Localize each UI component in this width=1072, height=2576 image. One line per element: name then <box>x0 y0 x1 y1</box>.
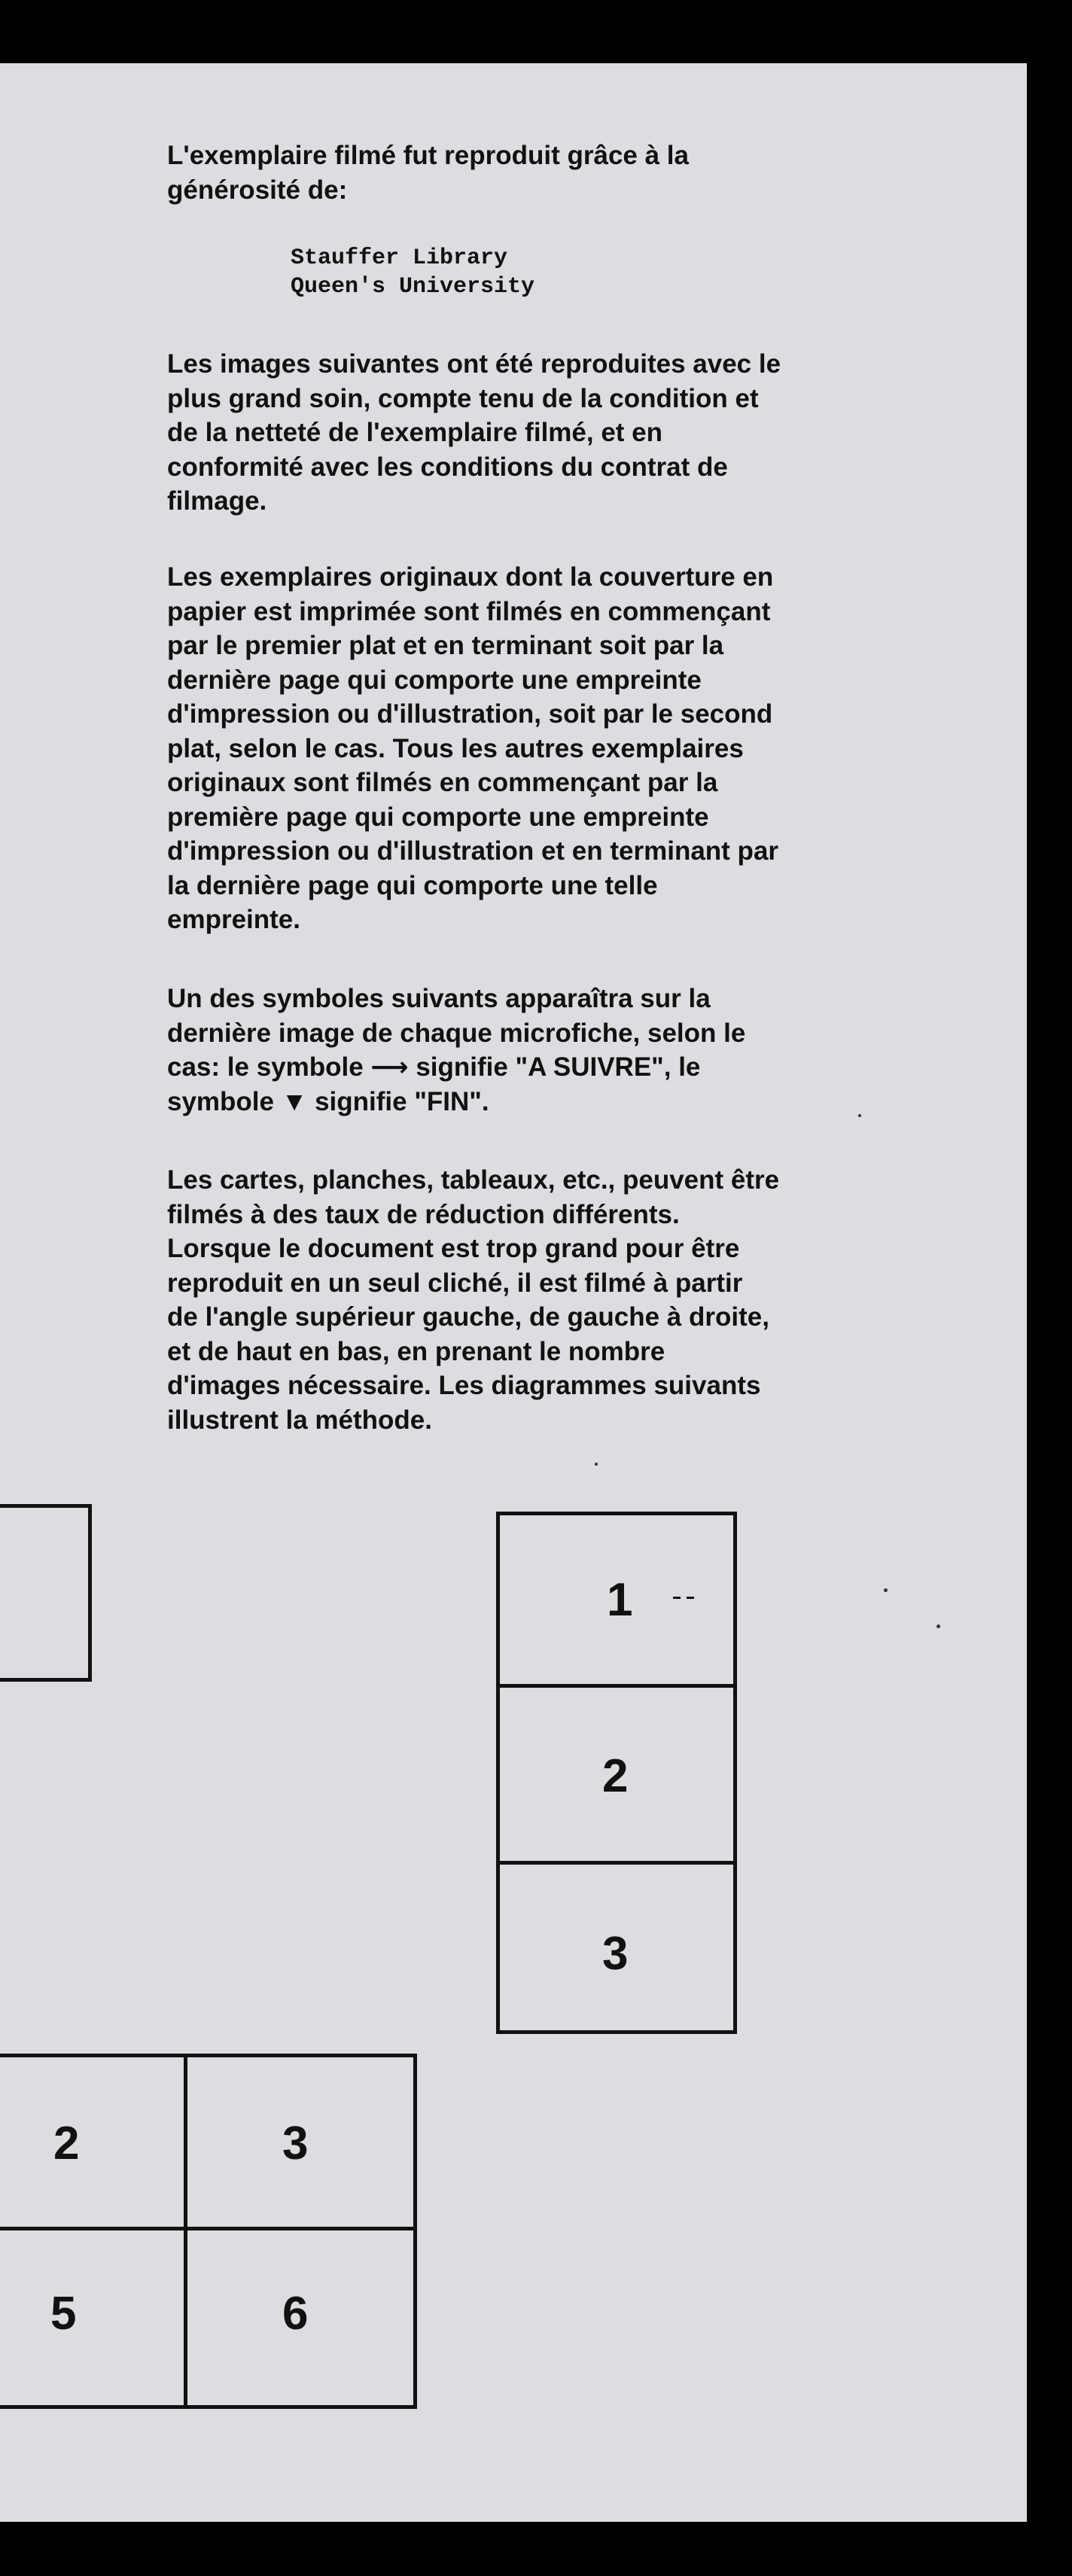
paragraph-originals: Les exemplaires originaux dont la couverture en papier est imprimée sont filmés en commençant par le premier plat et en terminant soit par la dernière page qui comporte une empreinte d'impression ou d'illustration, soit par le second plat, selon le cas. Tous les autres exemplaires originaux sont filmés en commençant par la première page qui comporte une empreinte d'impression ou d'illustration et en terminant par la dernière page qui comporte une telle empreinte. <box>167 562 779 934</box>
stray-mark <box>687 1597 694 1599</box>
acknowledgement-intro: L'exemplaire filmé fut reproduit grâce à la générosité de: <box>167 141 689 205</box>
paragraph-maps: Les cartes, planches, tableaux, etc., peuvent être filmés à des taux de réduction différents. Lorsque le document est trop grand pour être reproduit en un seul cliché, il est filmé à partir de l'angle supérieur gauche, de gauche à droite, et de haut en bas, en prenant le nombre d'images nécessaire. Les diagrammes suivants illustrent la méthode. <box>167 1165 780 1435</box>
strip-cell-number: 2 <box>602 1750 629 1802</box>
grid-cell-number: 6 <box>282 2288 309 2340</box>
strip-cell-number: 3 <box>602 1928 629 1980</box>
strip-divider <box>500 1861 733 1865</box>
speck <box>936 1624 940 1628</box>
vertical-strip-diagram <box>496 1512 737 2034</box>
grid-divider <box>184 2057 187 2405</box>
speck <box>858 1114 861 1117</box>
stray-mark <box>673 1597 681 1599</box>
microfiche-page <box>0 63 1027 2522</box>
strip-divider <box>500 1684 733 1688</box>
grid-cell-number: 3 <box>282 2118 309 2170</box>
paragraph-care: Les images suivantes ont été reproduites avec le plus grand soin, compte tenu de la condition et de la netteté de l'exemplaire filmé, et en conformité avec les conditions du contrat de filmage. <box>167 349 781 516</box>
grid-diagram <box>0 2054 417 2409</box>
strip-cell-number: 1 <box>607 1574 633 1626</box>
grid-cell-number: 2 <box>53 2118 80 2170</box>
institution-name: Stauffer Library Queen's University <box>291 245 535 300</box>
partial-frame-left <box>0 1504 92 1682</box>
speck <box>884 1588 888 1592</box>
paragraph-symbols: Un des symboles suivants apparaîtra sur la dernière image de chaque microfiche, selon le cas: le symbole ⟶ signifie "A SUIVRE", le symbole ▼ signifie "FIN". <box>167 984 746 1116</box>
speck <box>595 1463 598 1466</box>
grid-divider <box>0 2227 413 2230</box>
grid-cell-number: 5 <box>50 2288 77 2340</box>
